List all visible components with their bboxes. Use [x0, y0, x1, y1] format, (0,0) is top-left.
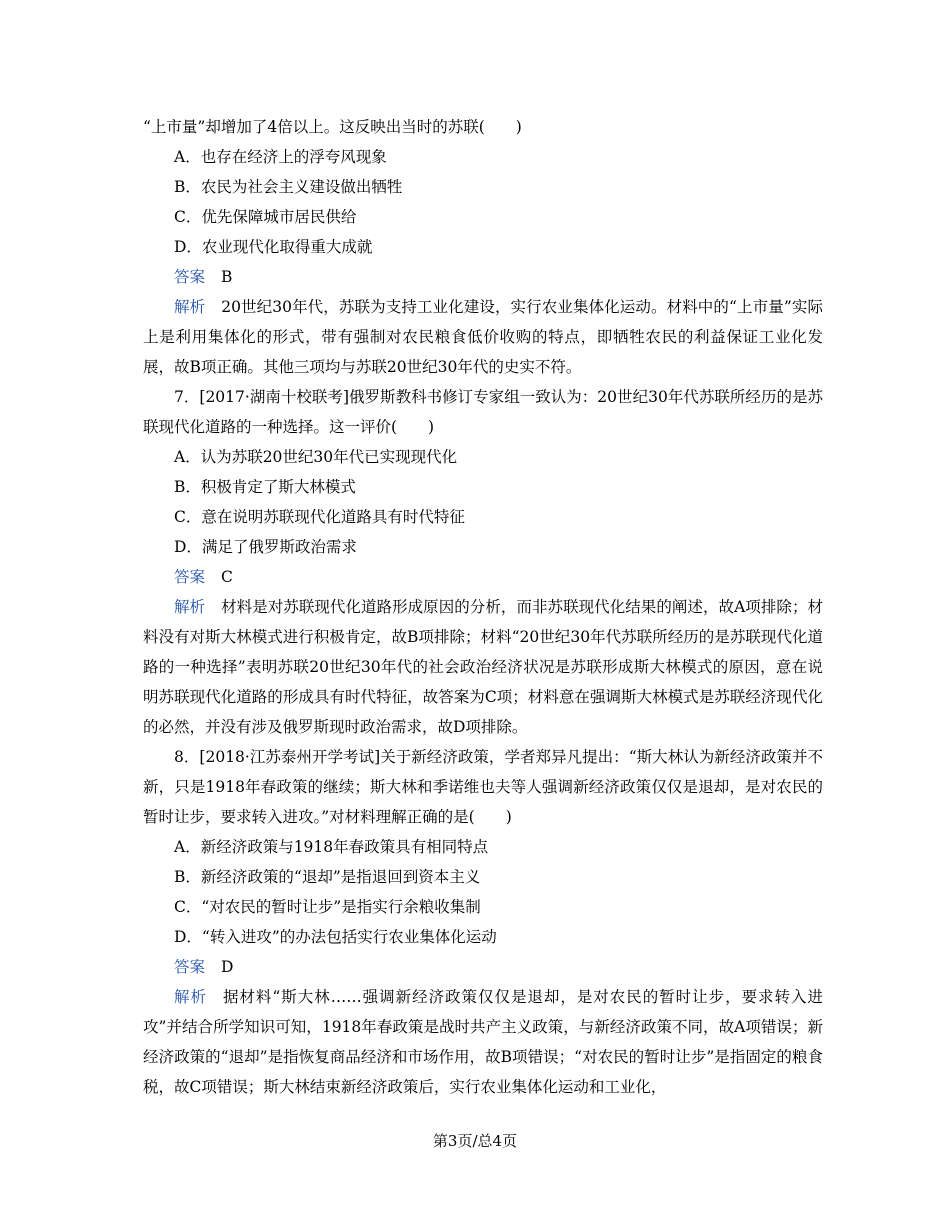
analysis-text: 材料是对苏联现代化道路形成原因的分析，而非苏联现代化结果的阐述，故A项排除；材料没有对斯大林模式进行积极肯定，故B项排除；材料“20世纪30年代苏联所经历的是苏联现代化道路的一种选择”表明苏联20世纪30年代的社会政治经济状况是苏联形成斯大林模式的原因，意在说明苏联现代化道路的形成具有时代特征，故答案为C项；材料意在强调斯大林模式是苏联经济现代化的必然，并没有涉及俄罗斯现时政治需求，故D项排除。: [143, 598, 823, 736]
q8-option-a: A．新经济政策与1918年春政策具有相同特点: [174, 838, 489, 856]
answer-label: 答案: [174, 958, 206, 976]
analysis-text: 20世纪30年代，苏联为支持工业化建设，实行农业集体化运动。材料中的“上市量”实际上是利用集体化的形式，带有强制对农民粮食低价收购的特点，即牺牲农民的利益保证工业化发展，故B项正确。其他三项均与苏联20世纪30年代的史实不符。: [143, 298, 823, 376]
q6-option-c: C．优先保障城市居民供给: [174, 208, 357, 226]
answer-value: C: [221, 568, 233, 586]
q7-option-a: A．认为苏联20世纪30年代已实现现代化: [174, 448, 458, 466]
q8-option-b: B．新经济政策的“退却”是指退回到资本主义: [174, 868, 481, 886]
analysis-label: 解析: [174, 298, 206, 316]
q7-stem: 7．[2017·湖南十校联考]俄罗斯教科书修订专家组一致认为：20世纪30年代苏联所经历的是苏联现代化道路的一种选择。这一评价( ): [143, 388, 823, 436]
page-content: [143, 112, 823, 1102]
q6-stem-tail: “上市量”却增加了4倍以上。这反映出当时的苏联( ): [143, 118, 522, 136]
answer-label: 答案: [174, 568, 206, 586]
answer-label: 答案: [174, 268, 206, 286]
q6-answer: [143, 262, 823, 292]
q6-option-b: B．农民为社会主义建设做出牺牲: [174, 178, 403, 196]
q8-stem: 8．[2018·江苏泰州开学考试]关于新经济政策，学者郑异凡提出：“斯大林认为新经济政策并不新，只是1918年春政策的继续；斯大林和季诺维也夫等人强调新经济政策仅仅是退却，是对农民的暂时让步，要求转入进攻。”对材料理解正确的是( ): [143, 748, 823, 826]
q6-analysis: [143, 292, 823, 382]
q7-option-b: B．积极肯定了斯大林模式: [174, 478, 356, 496]
q7-analysis: [143, 592, 823, 742]
q8-option-d: D．“转入进攻”的办法包括实行农业集体化运动: [174, 928, 497, 946]
answer-value: D: [221, 958, 234, 976]
analysis-text: 据材料“斯大林……强调新经济政策仅仅是退却，是对农民的暂时让步，要求转入进攻”并结合所学知识可知，1918年春政策是战时共产主义政策，与新经济政策不同，故A项错误；新经济政策的“退却”是指恢复商品经济和市场作用，故B项错误；“对农民的暂时让步”是指固定的粮食税，故C项错误；斯大林结束新经济政策后，实行农业集体化运动和工业化，: [143, 988, 823, 1096]
q8-answer: [143, 952, 823, 982]
q7-option-c: C．意在说明苏联现代化道路具有时代特征: [174, 508, 465, 526]
analysis-label: 解析: [174, 598, 206, 616]
q8-option-c: C．“对农民的暂时让步”是指实行余粮收集制: [174, 898, 481, 916]
q6-option-a: A．也存在经济上的浮夸风现象: [174, 148, 387, 166]
analysis-label: 解析: [174, 988, 207, 1006]
page-number-footer: 第3页/总4页: [432, 1132, 518, 1150]
q7-answer: [143, 562, 823, 592]
q8-analysis: [143, 982, 823, 1102]
q7-option-d: D．满足了俄罗斯政治需求: [174, 538, 357, 556]
answer-value: B: [221, 268, 233, 286]
q6-option-d: D．农业现代化取得重大成就: [174, 238, 373, 256]
